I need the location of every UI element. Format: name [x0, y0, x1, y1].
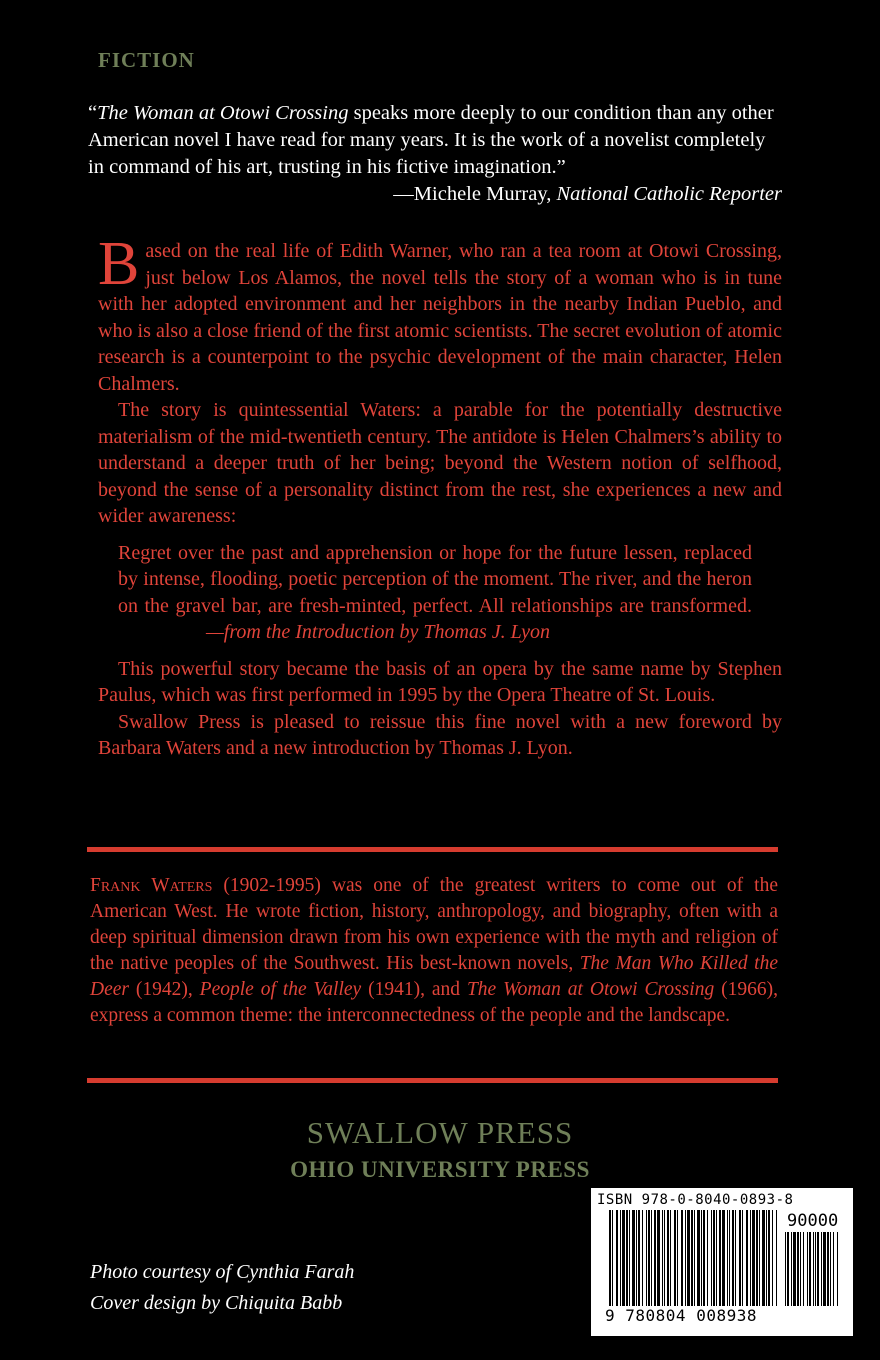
barcode-bar — [697, 1210, 700, 1306]
barcode-bar — [657, 1210, 660, 1306]
barcode-bar — [664, 1210, 665, 1306]
barcode-bar — [742, 1210, 743, 1306]
barcode-digits: 9 780804 008938 — [605, 1306, 757, 1325]
addon-barcode — [785, 1232, 841, 1306]
barcode-bar — [620, 1210, 621, 1306]
barcode-bar — [701, 1210, 702, 1306]
bio-text-2: (1942), — [128, 979, 200, 1000]
publisher-name: SWALLOW PRESS — [306, 1115, 574, 1150]
barcode-bar — [722, 1210, 725, 1306]
barcode-bar — [662, 1210, 663, 1306]
barcode-bar — [681, 1210, 683, 1306]
barcode-bar — [727, 1210, 728, 1306]
barcode-bar — [787, 1232, 789, 1306]
barcode-bar — [729, 1210, 730, 1306]
barcode-bar — [654, 1210, 656, 1306]
barcode-bar — [609, 1210, 611, 1306]
bio-book-3: The Woman at Otowi Crossing — [466, 979, 715, 1000]
barcode-bar — [616, 1210, 618, 1306]
description-paragraph-1 — [98, 230, 782, 397]
excerpt-text: Regret over the past and apprehension or hope for the future lessen, replaced by intense, flooding, poetic perception of the moment. The river, and the heron on the gravel bar, are fresh-minted, perfect. All relationships are transformed. — [118, 541, 752, 617]
barcode-bar — [629, 1210, 630, 1306]
bio-text-4: (1966), express a common theme: the interconnectedness of the people and the landscape. — [90, 979, 778, 1026]
barcode-bar — [735, 1210, 736, 1306]
photo-credit: Photo courtesy of Cynthia Farah — [90, 1261, 355, 1283]
cover-credits — [90, 1257, 354, 1319]
divider-top — [87, 847, 778, 852]
barcode-bar — [622, 1210, 625, 1306]
book-description — [98, 230, 782, 762]
quote-attribution — [88, 181, 782, 208]
author-bio — [90, 873, 778, 1029]
publisher-parent: OHIO UNIVERSITY PRESS — [290, 1157, 590, 1182]
barcode-bar — [750, 1210, 751, 1306]
barcode-bar — [694, 1210, 695, 1306]
genre-label: FICTION — [98, 48, 195, 72]
description-paragraph-4: Swallow Press is pleased to reissue this fine novel with a new foreword by Barbara Waters and a new introduction by Thomas J. Lyon. — [98, 710, 782, 759]
barcode-bar — [809, 1232, 811, 1306]
barcode-bar — [685, 1210, 686, 1306]
barcode-bar — [813, 1232, 814, 1306]
barcode-bar — [800, 1232, 801, 1306]
barcode-bar — [837, 1232, 838, 1306]
bio-book-2: People of the Valley — [199, 979, 362, 1000]
barcode-bar — [766, 1210, 767, 1306]
quote-attribution-name: —Michele Murray, — [393, 183, 557, 205]
barcode-bar — [776, 1210, 777, 1306]
barcode-bar — [830, 1232, 831, 1306]
barcode-bar — [823, 1232, 826, 1306]
barcode-bar — [651, 1210, 652, 1306]
description-paragraph-3: This powerful story became the basis of an opera by the same name by Stephen Paulus, which was first performed in 1995 by the Opera Theatre of St. Louis. — [98, 657, 782, 706]
quote-open-mark: “ — [88, 102, 98, 124]
barcode-bar — [807, 1232, 808, 1306]
barcode-bar — [632, 1210, 635, 1306]
author-name: Frank Waters — [90, 875, 213, 896]
quote-attribution-source: National Catholic Reporter — [556, 183, 782, 205]
barcode-bar — [687, 1210, 690, 1306]
barcode-bar — [626, 1210, 628, 1306]
barcode-bar — [803, 1232, 804, 1306]
bio-text-3: (1941), and — [361, 979, 467, 1000]
barcode-bar — [762, 1210, 765, 1306]
barcode-bar — [642, 1210, 643, 1306]
barcode-bar — [768, 1210, 770, 1306]
barcode-bar — [752, 1210, 755, 1306]
barcode-panel — [591, 1188, 853, 1336]
excerpt-blockquote — [118, 540, 752, 646]
divider-bottom — [87, 1078, 778, 1083]
barcode-bar — [648, 1210, 650, 1306]
barcode-bar — [703, 1210, 705, 1306]
bio-book-1: The Man Who Killed the Deer — [90, 953, 778, 1000]
barcode-bar — [833, 1232, 834, 1306]
barcode-bar — [707, 1210, 708, 1306]
bio-text-1: (1902-1995) was one of the greatest writers to come out of the American West. He wrote fiction, history, anthropology, and biography, often with a deep spiritual dimension drawn from his own experience with the myth and religion of the native peoples of the Southwest. His best-known novels, — [90, 875, 778, 974]
barcode-bar — [772, 1210, 773, 1306]
barcode-bar — [713, 1210, 715, 1306]
barcode-bar — [719, 1210, 721, 1306]
barcode-bar — [670, 1210, 671, 1306]
barcode-bar — [739, 1210, 741, 1306]
ean-barcode — [609, 1210, 781, 1306]
barcode-bar — [667, 1210, 669, 1306]
barcode-bar — [646, 1210, 647, 1306]
barcode-bar — [821, 1232, 822, 1306]
quote-text: speaks more deeply to our condition than any other American novel I have read for many years. It is the work of a novelist completely in command of his art, trusting in his fictive imagination.” — [88, 102, 774, 178]
barcode-bar — [793, 1232, 796, 1306]
barcode-bar — [711, 1210, 712, 1306]
barcode-bar — [674, 1210, 676, 1306]
barcode-bar — [759, 1210, 760, 1306]
excerpt-source: —from the Introduction by Thomas J. Lyon — [206, 621, 551, 643]
isbn-label: ISBN 978-0-8040-0893-8 — [597, 1192, 794, 1208]
barcode-bar — [791, 1232, 792, 1306]
barcode-bar — [797, 1232, 799, 1306]
design-credit: Cover design by Chiquita Babb — [90, 1292, 343, 1314]
barcode-bar — [716, 1210, 717, 1306]
dropcap: B — [98, 230, 140, 298]
barcode-bar — [636, 1210, 637, 1306]
barcode-bar — [746, 1210, 748, 1306]
quote-book-title: The Woman at Otowi Crossing — [97, 102, 349, 124]
barcode-bar — [732, 1210, 734, 1306]
barcode-bar — [612, 1210, 613, 1306]
barcode-bar — [817, 1232, 819, 1306]
barcode-bar — [638, 1210, 640, 1306]
barcode-bar — [785, 1232, 786, 1306]
barcode-bar — [677, 1210, 678, 1306]
review-quote — [88, 100, 782, 208]
barcode-bar — [691, 1210, 693, 1306]
barcode-bar — [827, 1232, 829, 1306]
barcode-bar — [756, 1210, 758, 1306]
description-paragraph-2: The story is quintessential Waters: a parable for the potentially destructive materialism of the mid-twentieth century. The antidote is Helen Chalmers’s ability to understand a deeper truth of her being; beyond the Western notion of selfhood, beyond the sense of a personality distinct from the rest, she experiences a new and wider awareness: — [98, 399, 782, 527]
barcode-bar — [815, 1232, 816, 1306]
price-code: 90000 — [787, 1211, 839, 1231]
description-p1-text: ased on the real life of Edith Warner, who ran a tea room at Otowi Crossing, just below Los Alamos, the novel tells the story of a woman who is in tune with her adopted environment and her neighbors in the nearby Indian Pueblo, and who is also a close friend of the first atomic scientists. The secret evolution of atomic research is a counterpoint to the psychic development of the main character, Helen Chalmers. — [98, 240, 782, 395]
